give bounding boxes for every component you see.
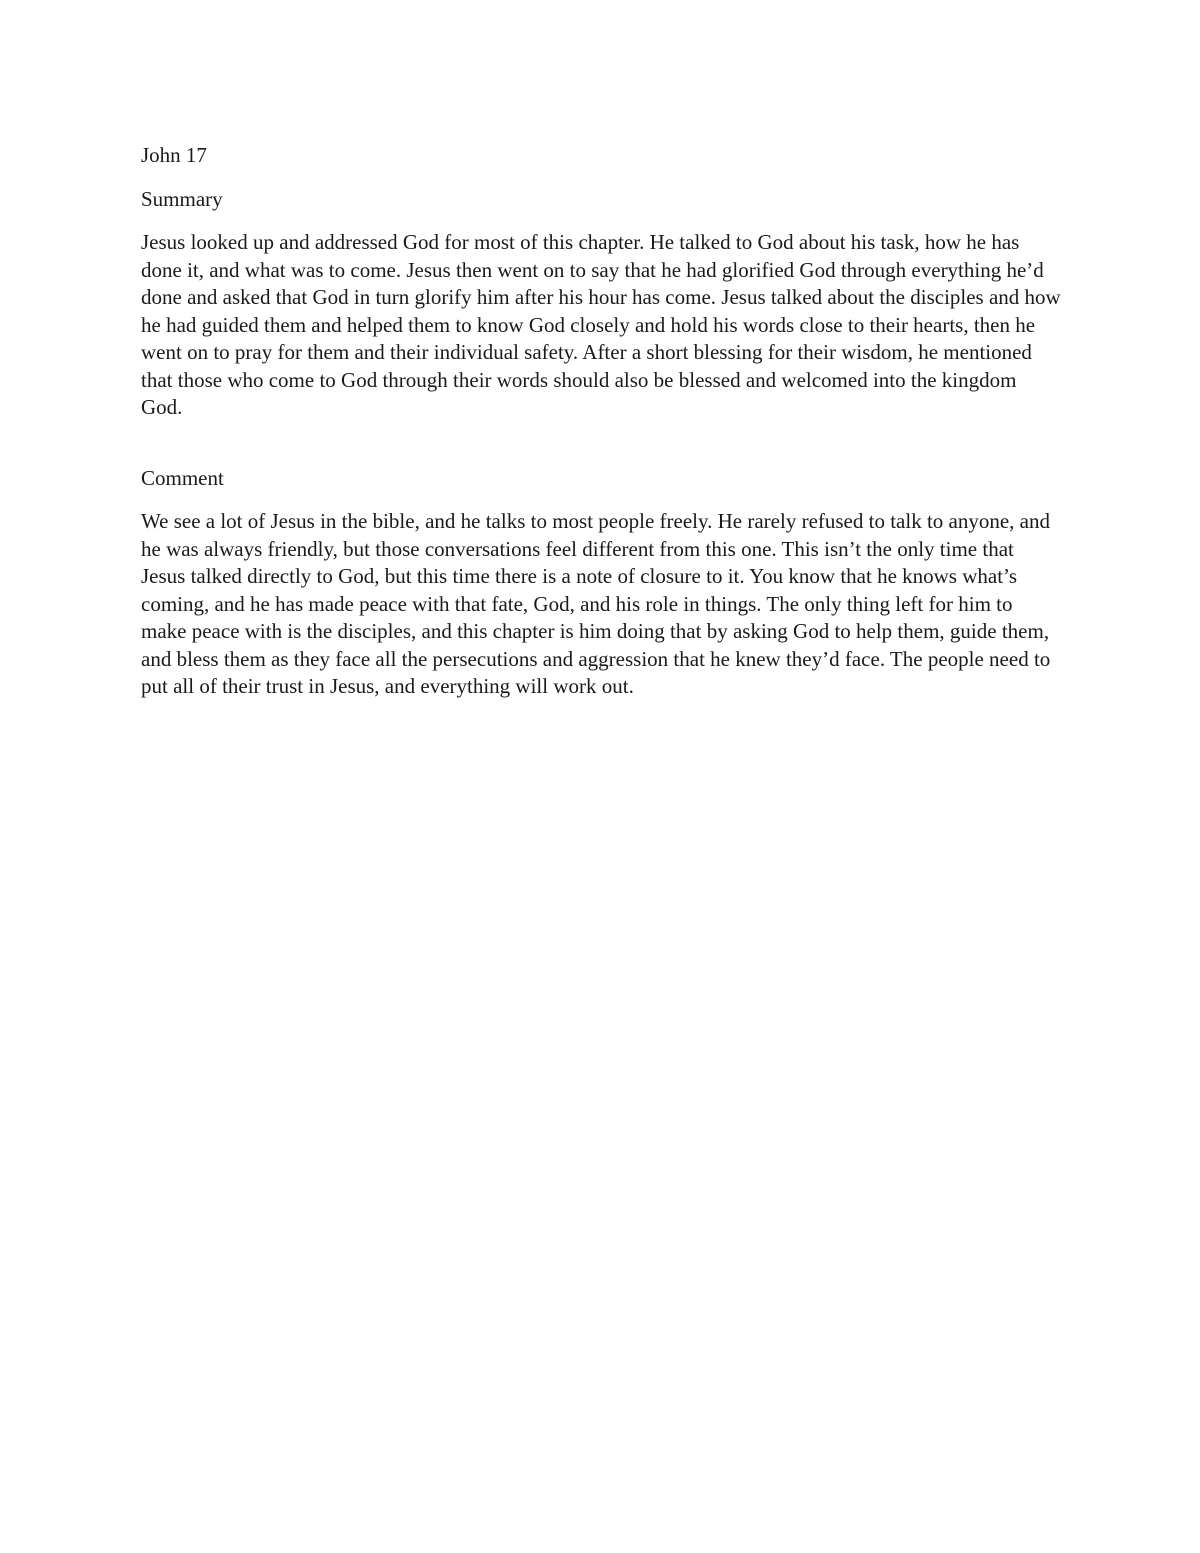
- document-title: John 17: [141, 143, 207, 167]
- comment-paragraph: We see a lot of Jesus in the bible, and he talks to most people freely. He rarely refused to talk to anyone, and he was always friendly, but those conversations feel different from this one. This isn’t the only time that Jesus talked directly to God, but this time there is a note of closure to it. You know that he knows what’s coming, and he has made peace with that fate, God, and his role in things. The only thing left for him to make peace with is the disciples, and this chapter is him doing that by asking God to help them, guide them, and bless them as they face all the persecutions and aggression that he knew they’d face. The people need to put all of their trust in Jesus, and everything will work out.: [141, 509, 1051, 698]
- summary-paragraph: Jesus looked up and addressed God for most of this chapter. He talked to God about his task, how he has done it, and what was to come. Jesus then went on to say that he had glorified God through everything he’d done and asked that God in turn glorify him after his hour has come. Jesus talked about the disciples and how he had guided them and helped them to know God closely and hold his words close to their hearts, then he went on to pray for them and their individual safety. After a short blessing for their wisdom, he mentioned that those who come to God through their words should also be blessed and welcomed into the kingdom God.: [141, 230, 1061, 419]
- comment-heading: Comment: [141, 465, 224, 490]
- document-body: [141, 142, 1061, 701]
- summary-heading: Summary: [141, 186, 223, 211]
